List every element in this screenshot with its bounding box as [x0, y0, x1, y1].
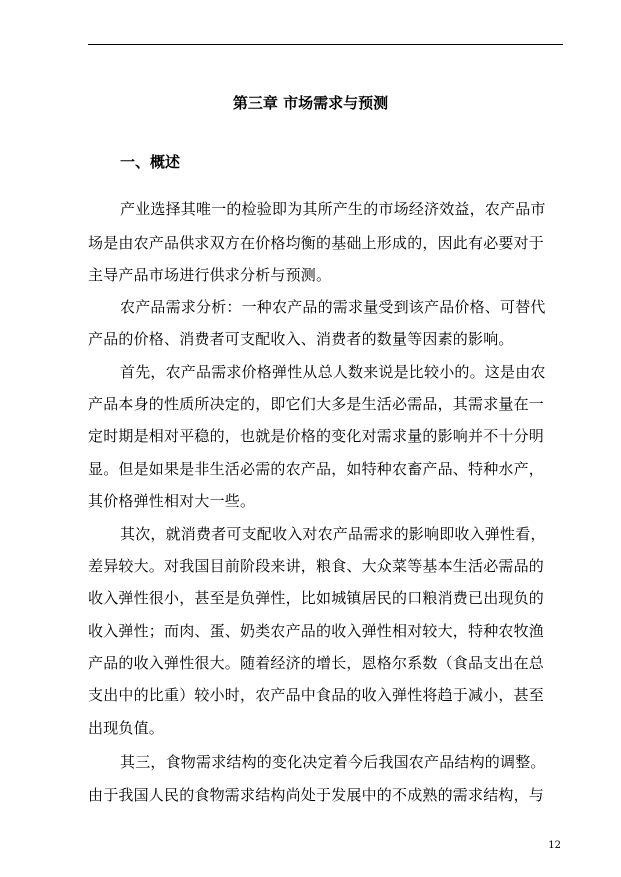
paragraph-line: 收入弹性很小，甚至是负弹性，比如城镇居民的口粮消费已出现负的: [88, 589, 545, 607]
paragraph-line: 农产品需求分析：一种农产品的需求量受到该产品价格、可替代: [120, 298, 546, 316]
paragraph-line: 由于我国人民的食物需求结构尚处于发展中的不成熟的需求结构，与: [88, 786, 545, 804]
paragraph-line: 场是由农产品供求双方在价格均衡的基础上形成的，因此有必要对于: [88, 234, 545, 252]
paragraph-line: 其三，食物需求结构的变化决定着今后我国农产品结构的调整。: [120, 753, 546, 771]
paragraph-line: 支出中的比重）较小时，农产品中食品的收入弹性将趋于减小，甚至: [88, 686, 545, 704]
paragraph-line: 主导产品市场进行供求分析与预测。: [88, 266, 332, 284]
header-rule: [88, 44, 563, 45]
page-number: 12: [548, 840, 561, 851]
paragraph-line: 其价格弹性相对大一些。: [88, 492, 256, 510]
paragraph-line: 收入弹性；而肉、蛋、奶类农产品的收入弹性相对较大，特种农牧渔: [88, 622, 545, 640]
paragraph-line: 其次，就消费者可支配收入对农产品需求的影响即收入弹性看，: [120, 525, 546, 543]
paragraph-line: 产品的收入弹性很大。随着经济的增长，恩格尔系数（食品支出在总: [88, 654, 545, 672]
paragraph-line: 出现负值。: [88, 719, 165, 737]
paragraph-line: 产业选择其唯一的检验即为其所产生的市场经济效益，农产品市: [120, 200, 546, 218]
paragraph-line: 产品本身的性质所决定的，即它们大多是生活必需品，其需求量在一: [88, 395, 545, 413]
section-heading: 一、概述: [120, 153, 181, 171]
chapter-title: 第三章 市场需求与预测: [232, 94, 389, 112]
paragraph-line: 首先，农产品需求价格弹性从总人数来说是比较小的。这是由农: [120, 363, 546, 381]
paragraph-line: 显。但是如果是非生活必需的农产品，如特种农畜产品、特种水产，: [88, 460, 545, 478]
paragraph-line: 差异较大。对我国目前阶段来讲，粮食、大众菜等基本生活必需品的: [88, 557, 545, 575]
paragraph-line: 产品的价格、消费者可支配收入、消费者的数量等因素的影响。: [88, 330, 514, 348]
paragraph-line: 定时期是相对平稳的，也就是价格的变化对需求量的影响并不十分明: [88, 427, 545, 445]
